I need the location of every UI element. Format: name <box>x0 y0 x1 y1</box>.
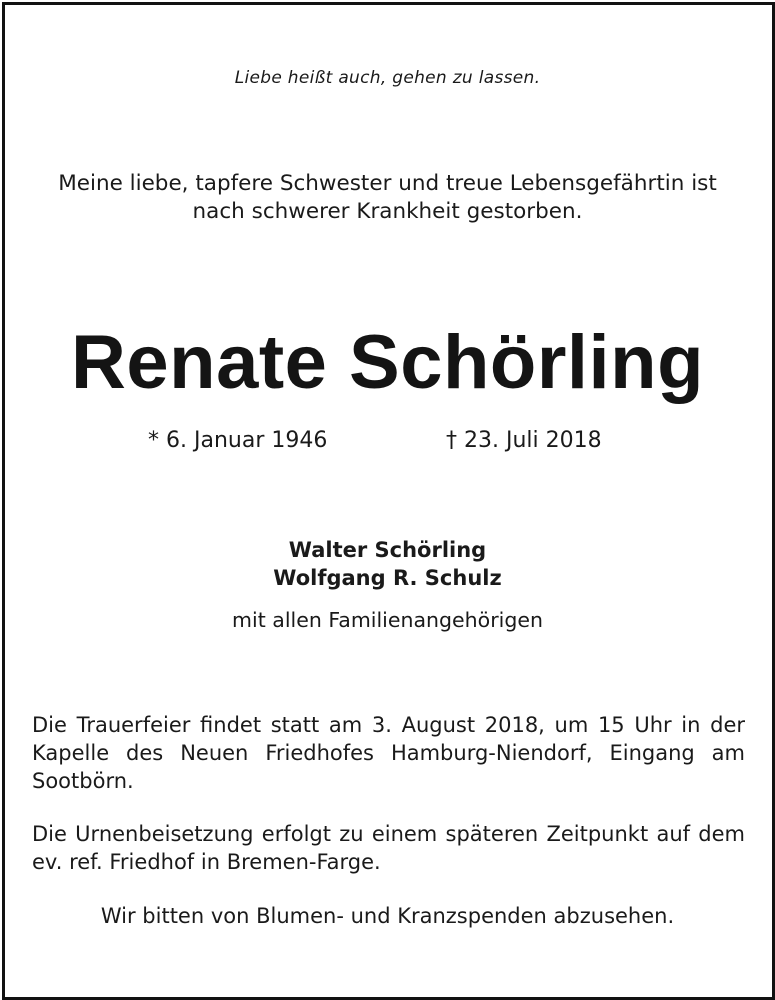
family-line: mit allen Familienangehörigen <box>232 608 543 632</box>
intro-line-2: nach schwerer Krankheit gestorben. <box>192 199 583 224</box>
urn-burial-paragraph: Die Urnenbeisetzung erfolgt zu einem späteren Zeitpunkt auf dem ev. ref. Friedhof in Bremen-Farge. <box>32 822 745 874</box>
funeral-service-paragraph: Die Trauerfeier findet statt am 3. August 2018, um 15 Uhr in der Kapelle des Neuen Friedhofes Hamburg-Niendorf, Eingang am Sootbörn. <box>32 713 745 793</box>
mourner-name-1: Walter Schörling <box>288 538 487 562</box>
closing-request: Wir bitten von Blumen- und Kranzspenden abzusehen. <box>100 904 675 928</box>
intro-line-1: Meine liebe, tapfere Schwester und treue Lebensgefährtin ist <box>58 171 717 196</box>
death-date: † 23. Juli 2018 <box>446 428 602 453</box>
birth-date: * 6. Januar 1946 <box>148 428 328 453</box>
motto: Liebe heißt auch, gehen zu lassen. <box>234 68 541 88</box>
deceased-name: Renate Schörling <box>71 320 704 405</box>
mourner-name-2: Wolfgang R. Schulz <box>273 566 502 590</box>
intro-text <box>0 170 775 226</box>
